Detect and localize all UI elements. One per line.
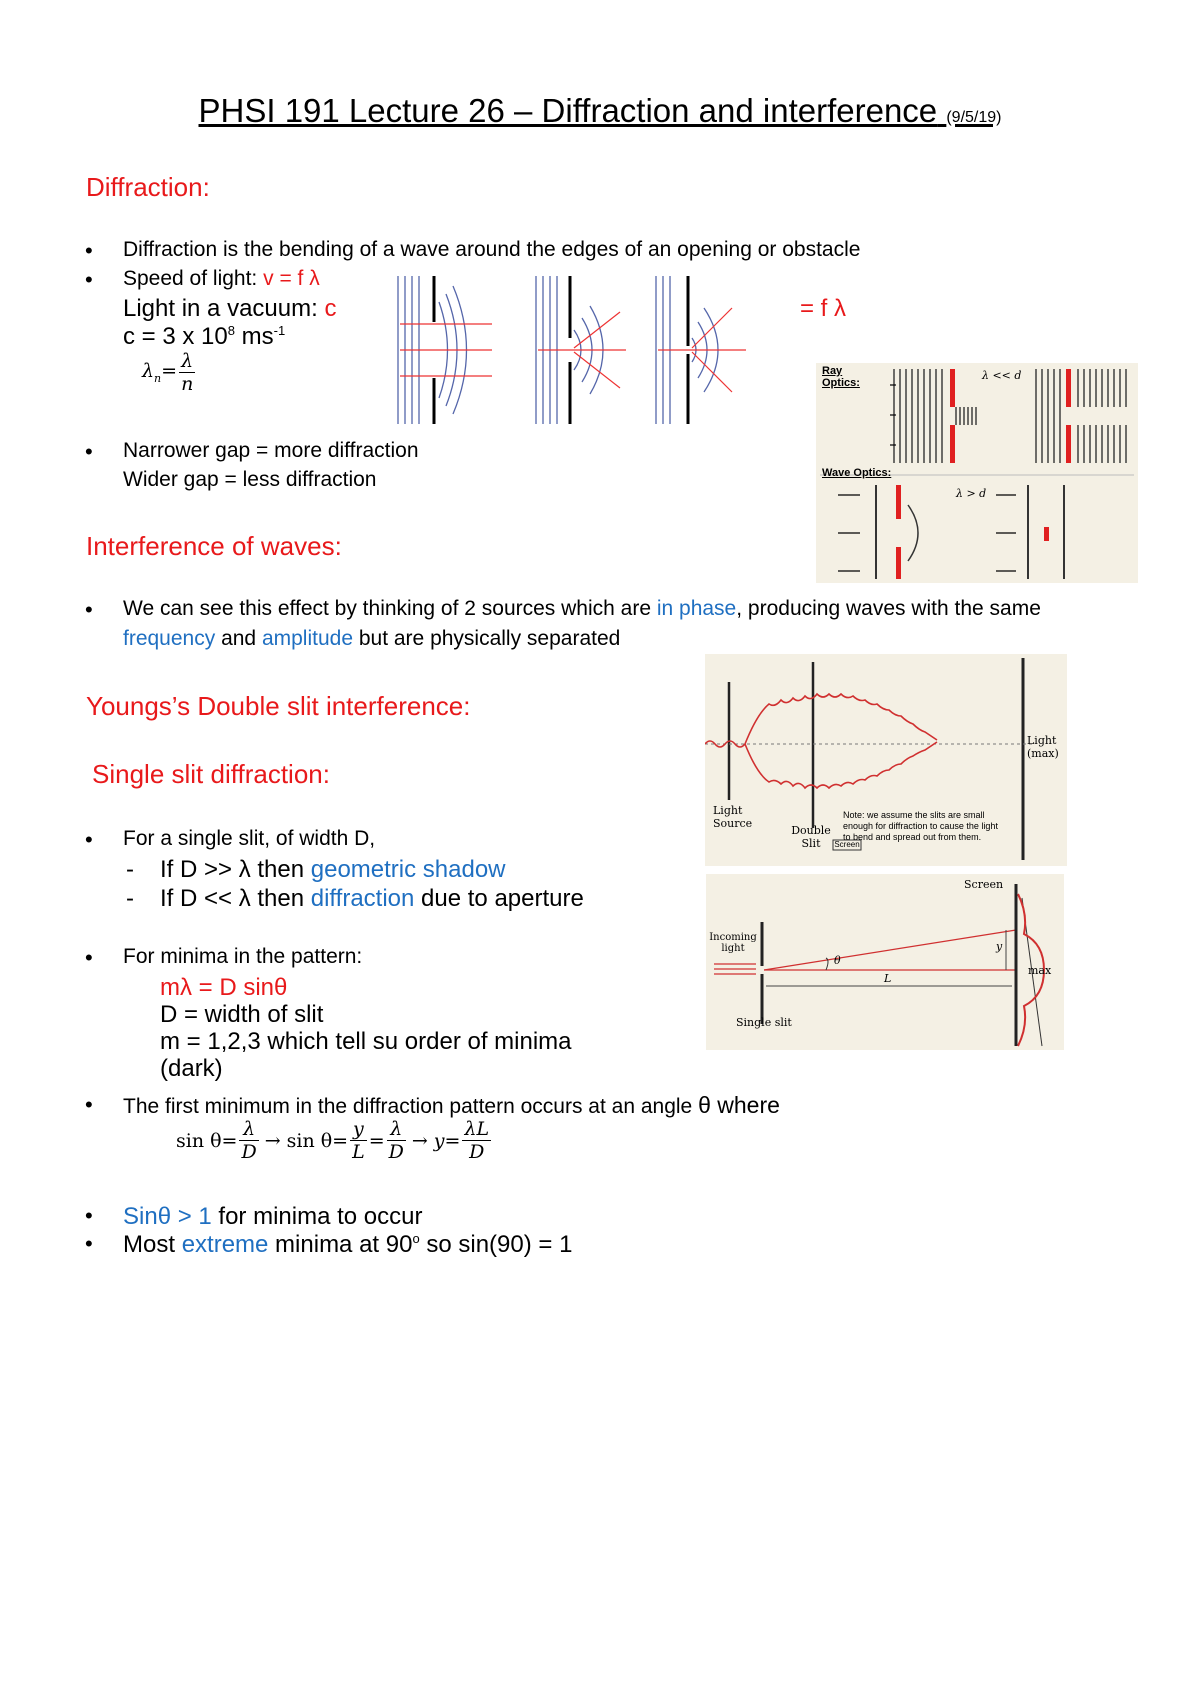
c-value-line: c = 3 x $10^8$ $ms^{-1}$ (123, 323, 286, 350)
extreme-minima-bullet: • Most extreme minima at 90$^o$ so sin(90) = 1 (123, 1231, 572, 1259)
youngs-heading: Youngs’s Double slit interference: (86, 691, 471, 721)
order-of-minima: m = 1,2,3 which tell su order of minima (160, 1028, 572, 1055)
title-main: PHSI 191 Lecture 26 – Diffraction and interference (198, 92, 938, 129)
dash-item-1: - If D >> λ then geometric shadow (126, 856, 506, 883)
screen-label: Screen (964, 878, 1004, 891)
sin-condition-bullet: • Sinθ > 1 for minima to occur (123, 1203, 422, 1231)
y-label: y (996, 940, 1003, 953)
double-screen-label: Screen (834, 840, 860, 849)
ray-optics-label: Ray Optics: (822, 365, 860, 389)
single-slit-label: Single slit (736, 1016, 792, 1029)
diffraction-heading: Diffraction: (86, 172, 210, 202)
title-date: (9/5/19) (946, 109, 1002, 126)
page-title (0, 92, 1200, 130)
interference-bullet-1: • We can see this effect by thinking of 2 sources which are in phase, producing waves with the same (123, 597, 1123, 621)
minima-bullet: • For minima in the pattern: (123, 945, 362, 969)
L-label: L (884, 972, 892, 985)
double-slit-note: Note: we assume the slits are small enough for diffraction to cause the light to bend and spread out from them. (843, 810, 998, 842)
dark-label: (dark) (160, 1055, 223, 1082)
first-minimum-equation: sin θ= $\frac{\lambda}{D}$ → sin θ= $\frac{y}{L}$ = $\frac{\lambda}{D}$ → y= $\frac{\lambda L}{D}$ (176, 1118, 490, 1163)
incoming-light-label: Incoming light (709, 932, 757, 954)
double-slit-label: Double Slit (791, 824, 831, 850)
minima-formula: mλ = D sinθ (160, 974, 288, 1001)
wave-condition: λ > d (956, 487, 987, 500)
ray-wave-optics-figure (816, 363, 1138, 583)
vacuum-formula-rest: = f λ (800, 295, 847, 322)
lambda-n-equation: $\lambda_n=$ $\frac{\lambda}{n}$ (142, 350, 194, 395)
wave-diffraction-diagram (394, 272, 780, 428)
wave-optics-label: Wave Optics: (822, 467, 892, 479)
light-max-label: Light (max) (1027, 734, 1059, 760)
max-label: max (1028, 964, 1052, 977)
theta-label: θ (834, 954, 841, 967)
narrower-gap-bullet: • Narrower gap = more diffraction (123, 439, 419, 463)
speed-formula: v = f λ (263, 267, 320, 290)
interference-bullet-1-cont: frequency and amplitude but are physically separated (123, 627, 621, 650)
diffraction-bullet-1: • Diffraction is the bending of a wave around the edges of an opening or obstacle (123, 238, 860, 262)
wider-gap-line: Wider gap = less diffraction (123, 468, 377, 491)
first-minimum-bullet: • The first minimum in the diffraction pattern occurs at an angle θ where (123, 1092, 780, 1119)
interference-heading: Interference of waves: (86, 531, 342, 561)
single-slit-figure (706, 874, 1064, 1050)
double-slit-figure (705, 654, 1067, 866)
vacuum-line: Light in a vacuum: c (123, 295, 337, 322)
dash-item-2: - If D << λ then diffraction due to aperture (126, 885, 584, 912)
single-slit-bullet-1: • For a single slit, of width D, (123, 827, 375, 851)
width-of-slit: D = width of slit (160, 1001, 324, 1028)
ray-condition: λ << d (982, 369, 1022, 382)
light-source-label: Light Source (713, 804, 753, 830)
speed-of-light-bullet: • Speed of light: v = f λ (123, 267, 320, 291)
single-slit-heading: Single slit diffraction: (92, 759, 330, 789)
